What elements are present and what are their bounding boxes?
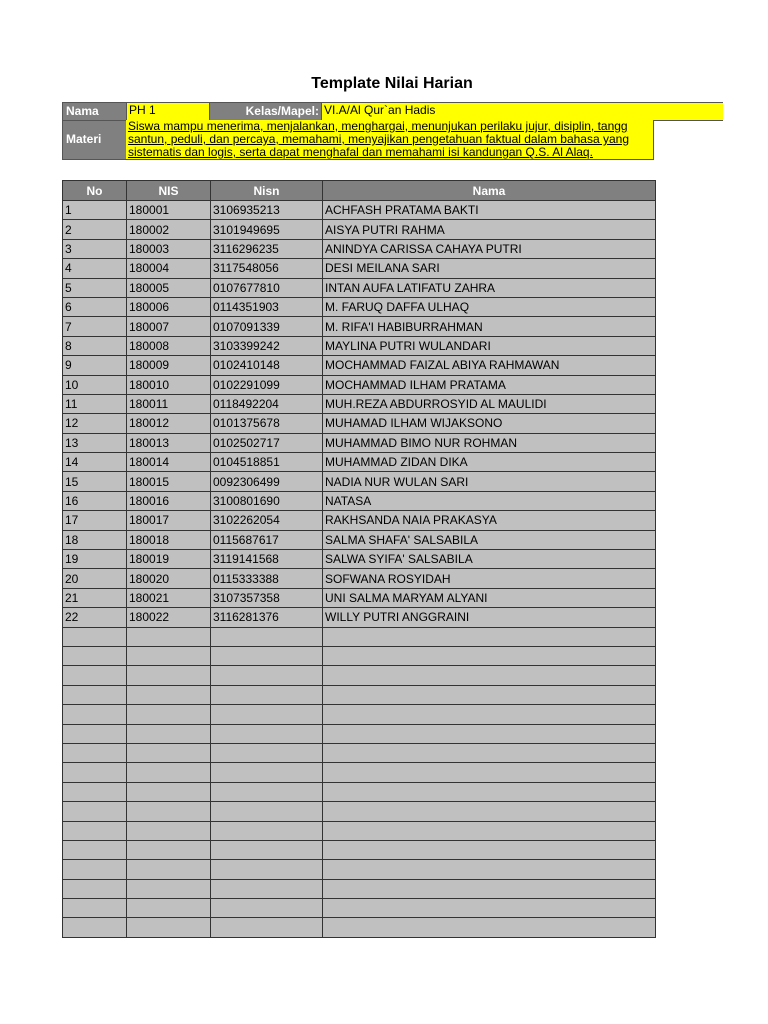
cell-nis[interactable]	[127, 821, 211, 840]
cell-no[interactable]: 9	[63, 356, 127, 375]
table-row	[63, 278, 656, 297]
col-header-no: No	[63, 181, 127, 201]
table-row	[63, 743, 656, 762]
cell-nisn[interactable]: 3116281376	[211, 608, 323, 627]
cell-no[interactable]: 1	[63, 201, 127, 220]
table-row	[63, 802, 656, 821]
cell-nama[interactable]: WILLY PUTRI ANGGRAINI	[323, 608, 656, 627]
table-row	[63, 511, 656, 530]
table-row	[63, 336, 656, 355]
cell-no[interactable]: 17	[63, 511, 127, 530]
materi-line: sistematis dan logis, serta dapat menghafal dan memahami isi kandungan Q.S. Al Alaq.	[128, 145, 593, 159]
cell-nama[interactable]: UNI SALMA MARYAM ALYANI	[323, 588, 656, 607]
cell-nis[interactable]	[127, 918, 211, 937]
header-block	[62, 102, 723, 160]
materi-label: Materi	[62, 121, 127, 160]
cell-nis[interactable]: 180022	[127, 608, 211, 627]
cell-nis[interactable]	[127, 763, 211, 782]
table-row	[63, 259, 656, 278]
cell-nis[interactable]: 180004	[127, 259, 211, 278]
cell-no[interactable]	[63, 860, 127, 879]
cell-nama[interactable]: ANINDYA CARISSA CAHAYA PUTRI	[323, 239, 656, 258]
page-title: Template Nilai Harian	[311, 75, 473, 92]
cell-no[interactable]: 11	[63, 394, 127, 413]
cell-nis[interactable]: 180007	[127, 317, 211, 336]
cell-nis[interactable]	[127, 840, 211, 859]
cell-nisn[interactable]: 0115333388	[211, 569, 323, 588]
table-row	[63, 317, 656, 336]
cell-nis[interactable]: 180008	[127, 336, 211, 355]
cell-nama[interactable]	[323, 860, 656, 879]
cell-no[interactable]	[63, 705, 127, 724]
cell-no[interactable]	[63, 918, 127, 937]
cell-nis[interactable]	[127, 782, 211, 801]
table-row	[63, 918, 656, 937]
cell-no[interactable]	[63, 646, 127, 665]
cell-nama[interactable]: AISYA PUTRI RAHMA	[323, 220, 656, 239]
materi-line: santun, peduli, dan percaya, memahami, menyajikan pengetahuan faktual dalam bahasa yang	[128, 132, 629, 146]
table-row	[63, 453, 656, 472]
cell-nama[interactable]	[323, 918, 656, 937]
cell-nisn[interactable]	[211, 840, 323, 859]
table-row	[63, 899, 656, 918]
table-row	[63, 685, 656, 704]
cell-nama[interactable]	[323, 802, 656, 821]
table-row	[63, 879, 656, 898]
cell-nis[interactable]: 180018	[127, 530, 211, 549]
cell-nisn[interactable]	[211, 802, 323, 821]
cell-nisn[interactable]: 0118492204	[211, 394, 323, 413]
cell-nis[interactable]: 180021	[127, 588, 211, 607]
table-row	[63, 356, 656, 375]
cell-no[interactable]	[63, 782, 127, 801]
cell-nama[interactable]	[323, 666, 656, 685]
cell-nis[interactable]	[127, 879, 211, 898]
cell-no[interactable]	[63, 763, 127, 782]
cell-nama[interactable]	[323, 724, 656, 743]
table-row	[63, 201, 656, 220]
cell-nis[interactable]: 180014	[127, 453, 211, 472]
cell-no[interactable]: 22	[63, 608, 127, 627]
materi-text[interactable]	[126, 120, 654, 160]
table-row	[63, 705, 656, 724]
table-row	[63, 433, 656, 452]
cell-nis[interactable]	[127, 646, 211, 665]
cell-no[interactable]: 18	[63, 530, 127, 549]
cell-nisn[interactable]	[211, 821, 323, 840]
cell-nis[interactable]	[127, 685, 211, 704]
cell-nis[interactable]: 180019	[127, 550, 211, 569]
cell-nama[interactable]: SALWA SYIFA' SALSABILA	[323, 550, 656, 569]
cell-nisn[interactable]: 0107091339	[211, 317, 323, 336]
table-row	[63, 860, 656, 879]
cell-nisn[interactable]	[211, 685, 323, 704]
cell-nama[interactable]	[323, 821, 656, 840]
cell-nama[interactable]: MOCHAMMAD FAIZAL ABIYA RAHMAWAN	[323, 356, 656, 375]
cell-no[interactable]	[63, 879, 127, 898]
cell-nisn[interactable]	[211, 860, 323, 879]
cell-nisn[interactable]: 3102262054	[211, 511, 323, 530]
cell-no[interactable]: 16	[63, 491, 127, 510]
cell-nama[interactable]	[323, 685, 656, 704]
cell-no[interactable]: 7	[63, 317, 127, 336]
cell-no[interactable]	[63, 627, 127, 646]
cell-no[interactable]: 6	[63, 297, 127, 316]
table-row	[63, 646, 656, 665]
cell-nis[interactable]: 180015	[127, 472, 211, 491]
cell-no[interactable]: 3	[63, 239, 127, 258]
table-row	[63, 550, 656, 569]
cell-nis[interactable]	[127, 627, 211, 646]
cell-nama[interactable]: MUHAMMAD ZIDAN DIKA	[323, 453, 656, 472]
cell-nisn[interactable]	[211, 627, 323, 646]
cell-no[interactable]: 19	[63, 550, 127, 569]
cell-nis[interactable]: 180010	[127, 375, 211, 394]
table-row	[63, 588, 656, 607]
cell-nama[interactable]: MOCHAMMAD ILHAM PRATAMA	[323, 375, 656, 394]
cell-nisn[interactable]	[211, 646, 323, 665]
cell-no[interactable]	[63, 743, 127, 762]
student-table	[62, 180, 656, 938]
cell-nisn[interactable]	[211, 705, 323, 724]
cell-nisn[interactable]: 3100801690	[211, 491, 323, 510]
cell-nisn[interactable]	[211, 782, 323, 801]
cell-nis[interactable]: 180006	[127, 297, 211, 316]
table-row	[63, 239, 656, 258]
cell-nama[interactable]: RAKHSANDA NAIA PRAKASYA	[323, 511, 656, 530]
cell-nama[interactable]: NATASA	[323, 491, 656, 510]
cell-nisn[interactable]	[211, 918, 323, 937]
nama-value[interactable]: PH 1	[127, 102, 210, 121]
cell-nama[interactable]: ACHFASH PRATAMA BAKTI	[323, 201, 656, 220]
cell-no[interactable]	[63, 685, 127, 704]
cell-nama[interactable]	[323, 899, 656, 918]
cell-nama[interactable]	[323, 782, 656, 801]
cell-nis[interactable]: 180013	[127, 433, 211, 452]
cell-nis[interactable]: 180002	[127, 220, 211, 239]
table-header-row	[63, 181, 656, 201]
cell-no[interactable]	[63, 724, 127, 743]
table-row	[63, 297, 656, 316]
cell-nisn[interactable]: 3117548056	[211, 259, 323, 278]
cell-nis[interactable]: 180012	[127, 414, 211, 433]
table-row	[63, 608, 656, 627]
cell-nama[interactable]	[323, 627, 656, 646]
cell-nisn[interactable]: 0115687617	[211, 530, 323, 549]
cell-nama[interactable]	[323, 840, 656, 859]
cell-nisn[interactable]	[211, 724, 323, 743]
cell-nisn[interactable]: 0092306499	[211, 472, 323, 491]
cell-nisn[interactable]: 3103399242	[211, 336, 323, 355]
cell-no[interactable]: 12	[63, 414, 127, 433]
table-row	[63, 375, 656, 394]
cell-nisn[interactable]	[211, 763, 323, 782]
cell-nis[interactable]: 180001	[127, 201, 211, 220]
cell-no[interactable]: 8	[63, 336, 127, 355]
cell-nama[interactable]: M. FARUQ DAFFA ULHAQ	[323, 297, 656, 316]
cell-nama[interactable]: MUHAMAD ILHAM WIJAKSONO	[323, 414, 656, 433]
kelas-value[interactable]: VI.A/Al Qur`an Hadis	[322, 102, 723, 121]
cell-no[interactable]	[63, 802, 127, 821]
cell-nisn[interactable]	[211, 879, 323, 898]
table-row	[63, 569, 656, 588]
cell-nama[interactable]	[323, 743, 656, 762]
table-row	[63, 530, 656, 549]
cell-nis[interactable]: 180017	[127, 511, 211, 530]
cell-nisn[interactable]: 3116296235	[211, 239, 323, 258]
col-header-nis: NIS	[127, 181, 211, 201]
cell-nama[interactable]: MUH.REZA ABDURROSYID AL MAULIDI	[323, 394, 656, 413]
cell-nis[interactable]	[127, 743, 211, 762]
cell-no[interactable]: 21	[63, 588, 127, 607]
table-row	[63, 666, 656, 685]
cell-nama[interactable]: SOFWANA ROSYIDAH	[323, 569, 656, 588]
table-row	[63, 821, 656, 840]
table-row	[63, 782, 656, 801]
table-row	[63, 472, 656, 491]
kelas-label: Kelas/Mapel:	[210, 102, 322, 121]
cell-nisn[interactable]: 0114351903	[211, 297, 323, 316]
cell-nisn[interactable]: 3101949695	[211, 220, 323, 239]
cell-nis[interactable]: 180020	[127, 569, 211, 588]
cell-nama[interactable]: DESI MEILANA SARI	[323, 259, 656, 278]
cell-no[interactable]: 20	[63, 569, 127, 588]
cell-no[interactable]	[63, 840, 127, 859]
table-row	[63, 724, 656, 743]
cell-no[interactable]	[63, 899, 127, 918]
materi-line: Siswa mampu menerima, menjalankan, menghargai, menunjukan perilaku jujur, disiplin, tangg	[128, 120, 628, 133]
cell-nama[interactable]: M. RIFA'I HABIBURRAHMAN	[323, 317, 656, 336]
col-header-nisn: Nisn	[211, 181, 323, 201]
table-row	[63, 394, 656, 413]
cell-nama[interactable]: SALMA SHAFA' SALSABILA	[323, 530, 656, 549]
cell-no[interactable]	[63, 821, 127, 840]
nama-label: Nama	[62, 102, 127, 121]
cell-nama[interactable]: NADIA NUR WULAN SARI	[323, 472, 656, 491]
table-row	[63, 491, 656, 510]
cell-nama[interactable]	[323, 879, 656, 898]
table-row	[63, 414, 656, 433]
cell-nama[interactable]	[323, 763, 656, 782]
cell-nama[interactable]	[323, 646, 656, 665]
cell-nis[interactable]: 180009	[127, 356, 211, 375]
cell-no[interactable]: 2	[63, 220, 127, 239]
cell-no[interactable]: 15	[63, 472, 127, 491]
cell-nisn[interactable]: 3106935213	[211, 201, 323, 220]
cell-nama[interactable]: MAYLINA PUTRI WULANDARI	[323, 336, 656, 355]
cell-no[interactable]: 4	[63, 259, 127, 278]
cell-no[interactable]: 5	[63, 278, 127, 297]
cell-nama[interactable]: MUHAMMAD BIMO NUR ROHMAN	[323, 433, 656, 452]
cell-nis[interactable]	[127, 666, 211, 685]
table-row	[63, 840, 656, 859]
cell-nisn[interactable]	[211, 666, 323, 685]
cell-nisn[interactable]: 0102291099	[211, 375, 323, 394]
cell-nis[interactable]: 180003	[127, 239, 211, 258]
table-row	[63, 763, 656, 782]
cell-nisn[interactable]: 0107677810	[211, 278, 323, 297]
table-row	[63, 627, 656, 646]
cell-nis[interactable]	[127, 899, 211, 918]
cell-nisn[interactable]: 0102502717	[211, 433, 323, 452]
cell-nis[interactable]	[127, 802, 211, 821]
cell-nama[interactable]: INTAN AUFA LATIFATU ZAHRA	[323, 278, 656, 297]
cell-nisn[interactable]: 0101375678	[211, 414, 323, 433]
cell-nis[interactable]	[127, 705, 211, 724]
cell-no[interactable]: 13	[63, 433, 127, 452]
cell-no[interactable]: 14	[63, 453, 127, 472]
cell-nis[interactable]: 180011	[127, 394, 211, 413]
cell-nisn[interactable]: 0102410148	[211, 356, 323, 375]
cell-nis[interactable]: 180016	[127, 491, 211, 510]
cell-nisn[interactable]: 0104518851	[211, 453, 323, 472]
cell-nis[interactable]: 180005	[127, 278, 211, 297]
cell-nisn[interactable]: 3107357358	[211, 588, 323, 607]
cell-no[interactable]	[63, 666, 127, 685]
cell-no[interactable]: 10	[63, 375, 127, 394]
cell-nama[interactable]	[323, 705, 656, 724]
cell-nisn[interactable]: 3119141568	[211, 550, 323, 569]
cell-nis[interactable]	[127, 860, 211, 879]
cell-nisn[interactable]	[211, 899, 323, 918]
cell-nisn[interactable]	[211, 743, 323, 762]
col-header-nama: Nama	[323, 181, 656, 201]
table-row	[63, 220, 656, 239]
cell-nis[interactable]	[127, 724, 211, 743]
